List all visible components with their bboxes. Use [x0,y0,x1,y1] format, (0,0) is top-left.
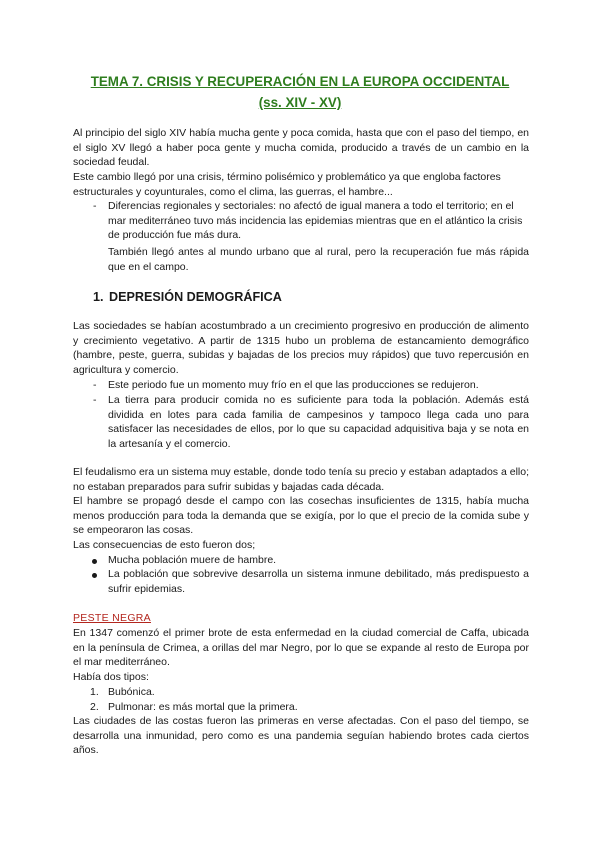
dash-marker: - [93,379,97,391]
section-1-bullet-2: La población que sobrevive desarrolla un sistema inmune debilitado, más predispuesto a sufrir epidemias. [108,568,529,595]
peste-type-1: Bubónica. [108,686,155,698]
numbered-item-number: 1. [90,686,99,698]
bullet-dot-icon [92,559,97,564]
section-1-heading: DEPRESIÓN DEMOGRÁFICA [109,290,282,304]
dash-marker: - [93,394,97,406]
peste-paragraph-3: Las ciudades de las costas fueron las primeras en verse afectadas. Con el paso del tiempo, se desarrolla una inmunidad, pero como es una pandemia seguían habiendo brotes cada ciertos años. [73,715,529,757]
section-1-bullet-1: Mucha población muere de hambre. [108,554,277,566]
section-1-dash-item-1: Este periodo fue un momento muy frío en el que las producciones se redujeron. [108,379,479,391]
section-1-paragraph-2: El feudalismo era un sistema muy estable, donde todo tenía su precio y estaban adaptados a ello; no estaban preparados para sufrir subidas y bajadas cada década. [73,466,529,493]
intro-dash-item-1: Diferencias regionales y sectoriales: no afectó de igual manera a todo el territorio; en el mar mediterráneo tuvo más incidencia las epidemias mientras que en el atlántico la crisis de producción fue más dura. [108,200,523,242]
numbered-item-number: 2. [90,701,99,713]
section-1-paragraph-3: El hambre se propagó desde el campo con las cosechas insuficientes de 1315, había mucha menos producción para toda la demanda que se exigía, por lo que el precio de la comida sube y se empeoraron las cosas. [73,495,529,537]
section-1-dash-item-2: La tierra para producir comida no es suficiente para toda la población. Además está dividida en lotes para cada familia de campesinos y tampoco llega cada uno para satisfacer las necesidades de ellos, por lo que su capacidad adquisitiva baja y se nota en la artesanía y el comercio. [108,394,529,450]
document-subtitle: (ss. XIV - XV) [258,95,342,110]
peste-paragraph-1: En 1347 comenzó el primer brote de esta enfermedad en la ciudad comercial de Caffa, ubicada en la península de Crimea, a orillas del mar Negro, por lo que se expande al resto de Europa por el mar mediterráneo. [73,627,529,669]
intro-dash-item-1-continued: También llegó antes al mundo urbano que al rural, pero la recuperación fue más rápida que en el campo. [108,246,529,273]
dash-marker: - [93,200,97,212]
peste-negra-heading: PESTE NEGRA [73,612,151,624]
intro-paragraph-2: Este cambio llegó por una crisis, término polisémico y problemático ya que engloba factores estructurales y coyunturales, como el clima, las guerras, el hambre... [73,171,501,198]
intro-paragraph-1: Al principio del siglo XIV había mucha gente y poca comida, hasta que con el paso del tiempo, en el siglo XV llegó a haber poca gente y mucha comida, producido a través de un cambio en la sociedad feudal. [73,127,529,169]
peste-type-2: Pulmonar: es más mortal que la primera. [108,701,298,713]
bullet-dot-icon [92,573,97,578]
section-1-paragraph-1: Las sociedades se habían acostumbrado a un crecimiento progresivo en producción de alimento y crecimiento vegetativo. A partir de 1315 hubo un problema de estancamiento demográfico (hambre, peste, guerra, subidas y bajadas de los precios muy rápidos) que tuvo repercusión en agricultura y comercio. [73,320,529,376]
peste-paragraph-2: Había dos tipos: [73,671,149,683]
section-1-number: 1. [93,290,104,304]
section-1-paragraph-4: Las consecuencias de esto fueron dos; [73,539,256,551]
document-title: TEMA 7. CRISIS Y RECUPERACIÓN EN LA EUROPA OCCIDENTAL [90,74,510,89]
